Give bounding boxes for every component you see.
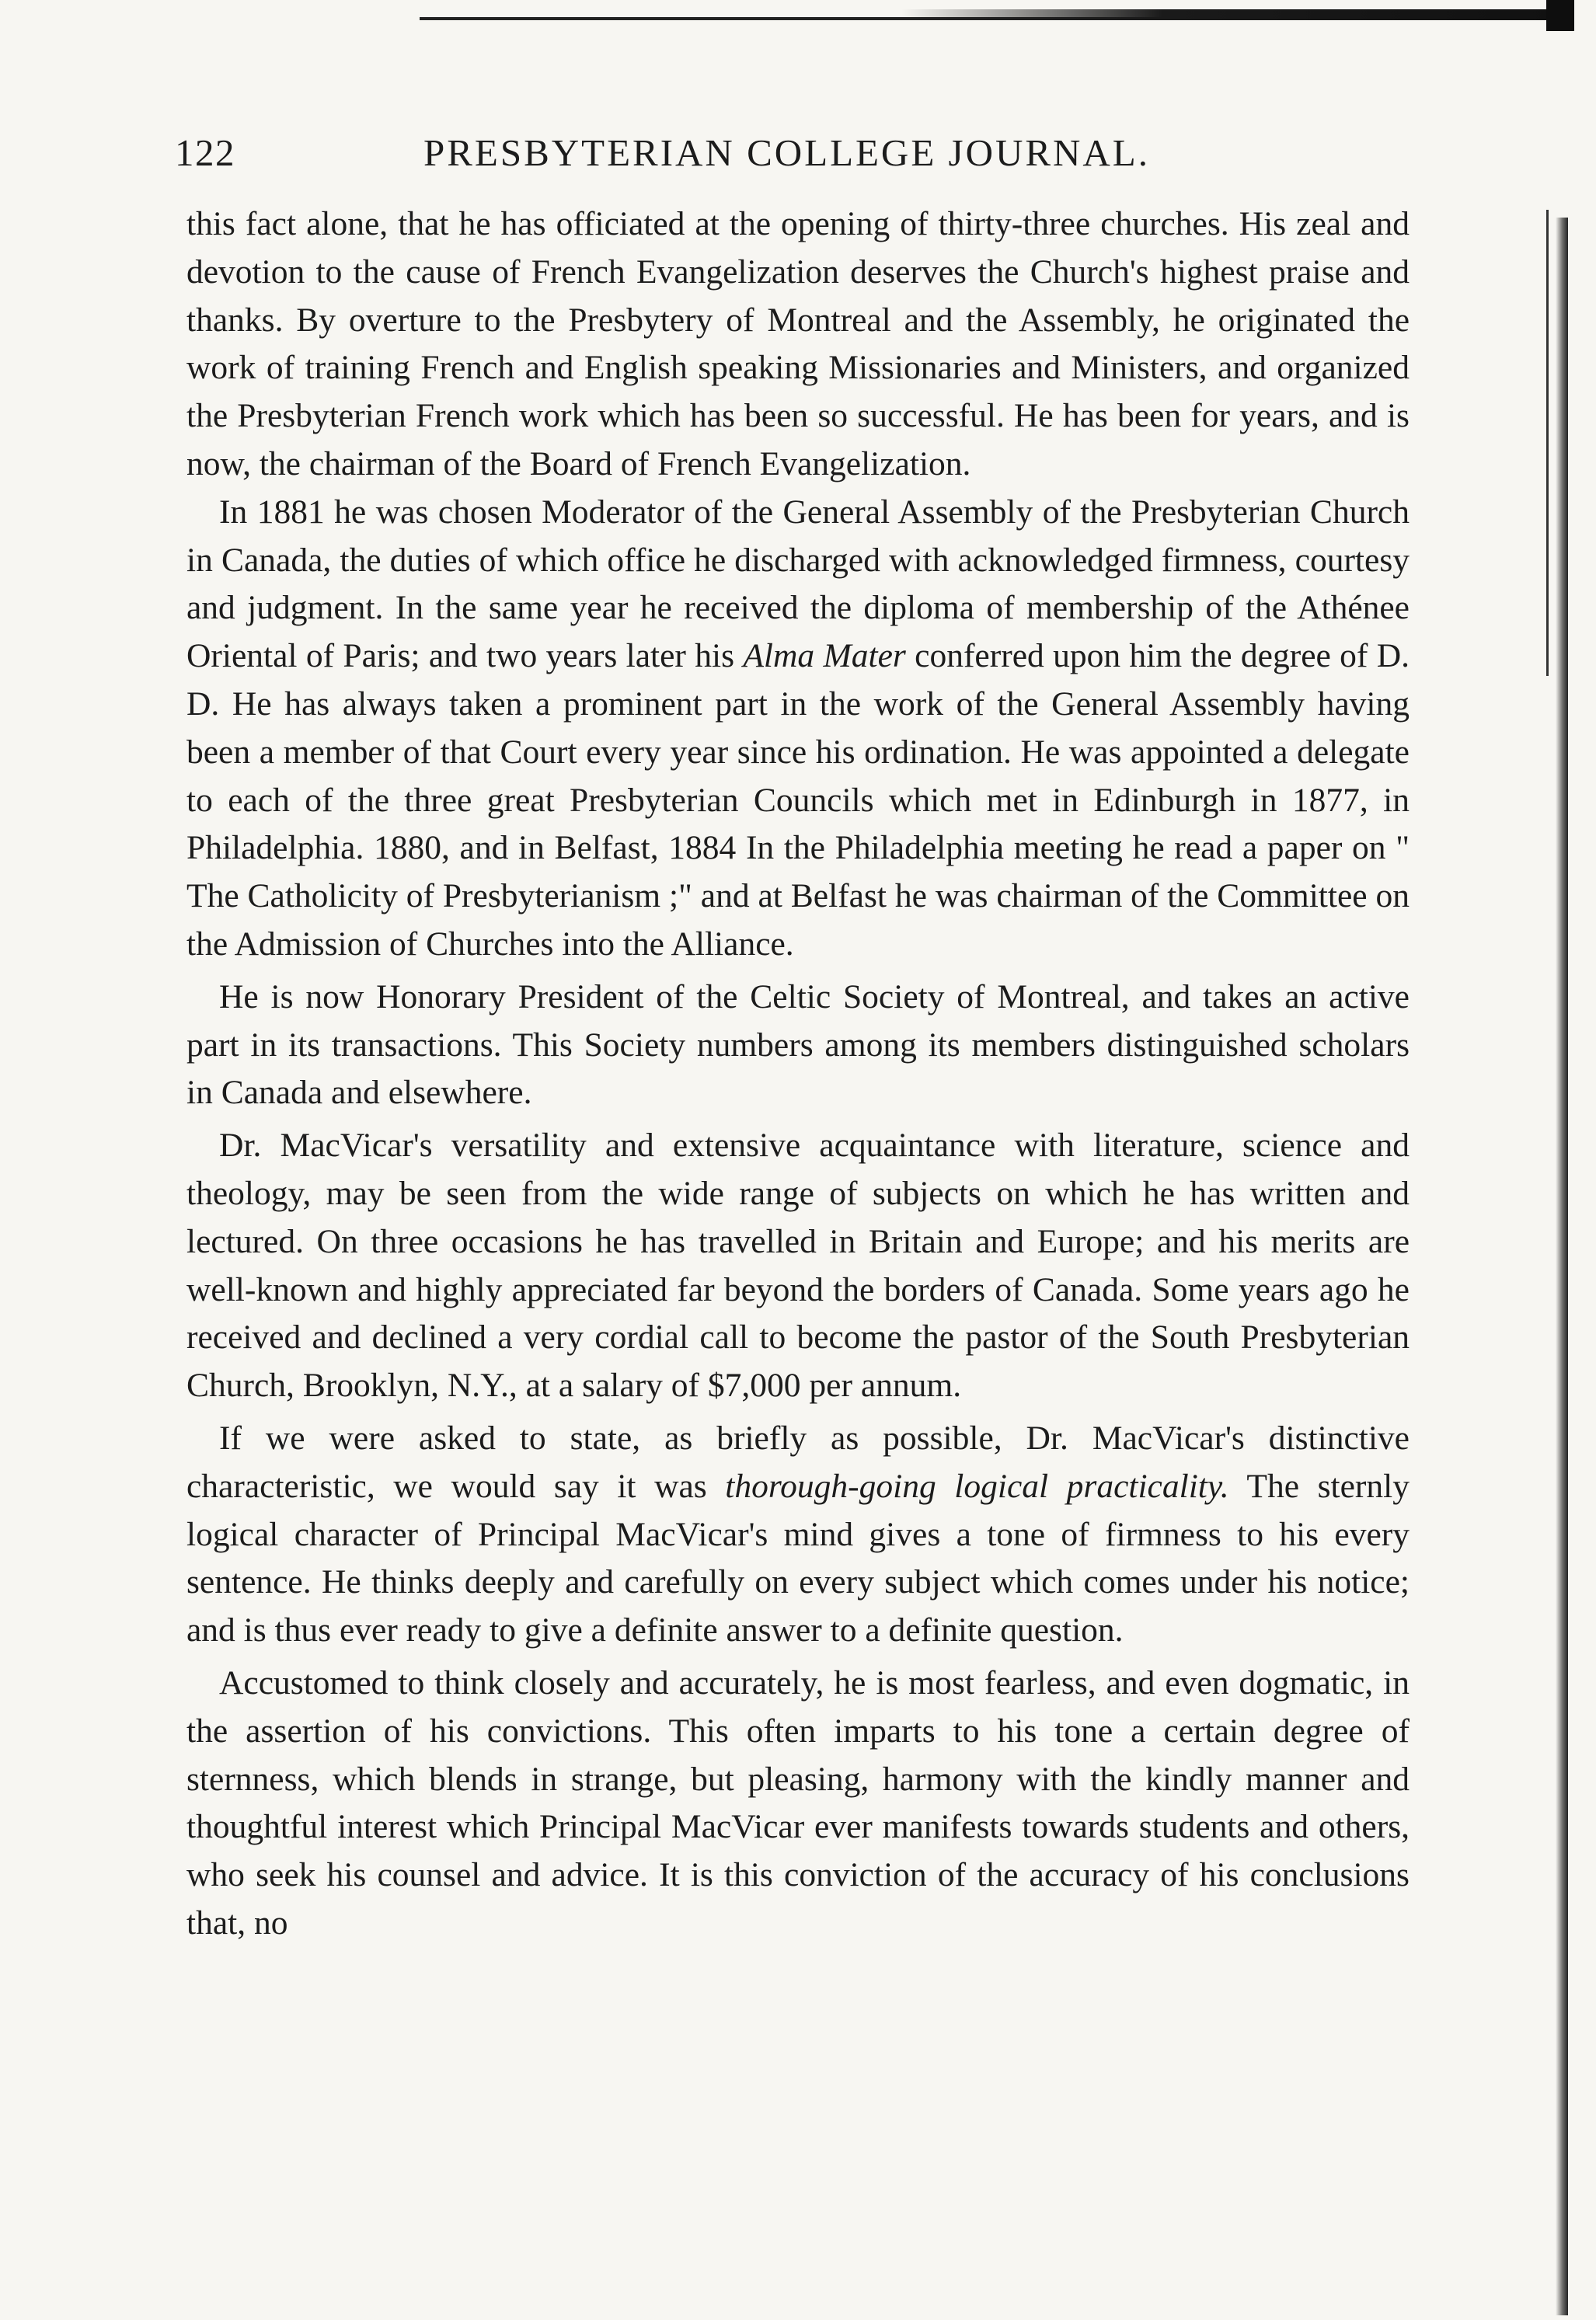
page-gutter-shadow [1556,218,1568,2315]
running-head: PRESBYTERIAN COLLEGE JOURNAL. [423,131,1150,174]
paragraph-5-text-start: If we were asked to state, as briefly as possible, Dr. MacVicar's distinctive characteristic, we would say it was [186,1419,1410,1505]
paragraph-5 [186,1415,1410,1655]
paragraph-2-italic: Alma Mater [743,637,906,675]
paragraph-5-text-end: The sternly logical character of Principal MacVicar's mind gives a tone of firmness to his every sentence. He thinks deeply and carefully on every subject which comes under his notice; and is thus ever ready to give a definite answer to a definite question. [186,1467,1410,1649]
top-rule-shadow [901,9,1554,20]
page-number: 122 [175,131,235,174]
paragraph-3-text: He is now Honorary President of the Celtic Society of Montreal, and takes an active part in its transactions. This Society numbers among its members distinguished scholars in Canada and elsewhere. [186,977,1410,1112]
paragraph-1 [186,200,1410,489]
top-rule-edge [1546,0,1574,31]
paragraph-3 [186,974,1410,1117]
right-margin-line [1546,210,1549,676]
paragraph-4 [186,1122,1410,1410]
paragraph-4-text: Dr. MacVicar's versatility and extensive acquaintance with literature, science and theology, may be seen from the wide range of subjects on which he has written and lectured. On three occasions he has travelled in Britain and Europe; and his merits are well-known and highly appreciated far beyond the borders of Canada. Some years ago he received and declined a very cordial call to become the pastor of the South Presbyterian Church, Brooklyn, N.Y., at a salary of $7,000 per annum. [186,1127,1410,1405]
paragraph-6-text: Accustomed to think closely and accurately, he is most fearless, and even dogmatic, in the assertion of his convictions. This often imparts to his tone a certain degree of sternness, which blends in strange, but pleasing, harmony with the kindly manner and thoughtful interest which Principal MacVicar ever manifests towards students and others, who seek his counsel and advice. It is this conviction of the accuracy of his conclusions that, no [186,1663,1410,1942]
paragraph-2-text-end: conferred upon him the degree of D. D. He has always taken a prominent part in the work of the General Assembly having been a member of that Court every year since his ordination. He was appointed a delegate to each of the three great Presbyterian Councils which met in Edinburgh in 1877, in Philadelphia. 1880, and in Belfast, 1884 In the Philadelphia meeting he read a paper on " The Catholicity of Presbyterianism ;" and at Belfast he was chairman of the Committee on the Admission of Churches into the Alliance. [186,637,1410,963]
paragraph-6 [186,1660,1410,1948]
paragraph-5-italic: thorough-going logical practicality. [725,1467,1229,1505]
page-header [175,131,1434,185]
paragraph-2-text-start: In 1881 he was chosen Moderator of the General Assembly of the Presbyterian Church in Canada, the duties of which office he discharged with acknowledged firmness, courtesy and judgment. In the same year he received the diploma of membership of the Athénee Oriental of Paris; and two years later his [186,493,1410,675]
paragraph-1-text: this fact alone, that he has officiated at the opening of thirty-three churches. His zeal and devotion to the cause of French Evangelization deserves the Church's highest praise and thanks. By overture to the Presbytery of Montreal and the Assembly, he originated the work of training French and English speaking Missionaries and Ministers, and organized the Presbyterian French work which has been so successful. He has been for years, and is now, the chairman of the Board of French Evangelization. [186,205,1410,482]
article-body [186,200,1410,1948]
paragraph-2 [186,489,1410,969]
